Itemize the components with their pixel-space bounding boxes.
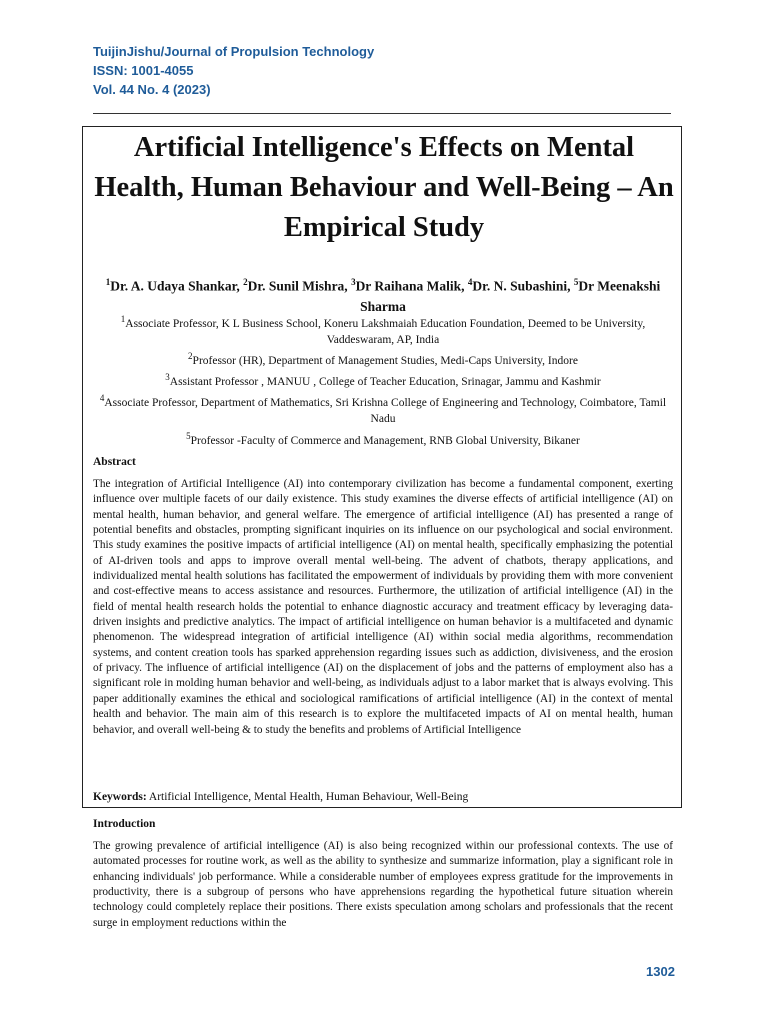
paper-title: Artificial Intelligence's Effects on Mental Health, Human Behaviour and Well-Being – An Empirical Study bbox=[94, 132, 674, 243]
journal-header bbox=[93, 42, 374, 99]
affiliation: $^4$Associate Professor, Department of Mathematics, Sri Krishna College of Engineering and Technology, Coimbatore, Tamil Nadu bbox=[99, 393, 667, 426]
keywords bbox=[93, 791, 468, 803]
journal-volume: Vol. 44 No. 4 (2023) bbox=[93, 82, 211, 97]
affiliation: $^1$Associate Professor, K L Business School, Koneru Lakshmaiah Education Foundation, Deemed to be University, Vaddeswaram, AP, India bbox=[120, 314, 646, 347]
journal-issn: ISSN: 1001-4055 bbox=[93, 63, 194, 78]
journal-name: TuijinJishu/Journal of Propulsion Technology bbox=[93, 44, 375, 59]
header-rule bbox=[93, 113, 671, 114]
keywords-text: Artificial Intelligence, Mental Health, Human Behaviour, Well-Being bbox=[146, 791, 469, 803]
author-name: Dr. Sunil Mishra, bbox=[247, 278, 352, 294]
author-name: Dr Raihana Malik, bbox=[355, 278, 468, 294]
introduction-heading: Introduction bbox=[93, 818, 156, 830]
affiliation: $^2$Professor (HR), Department of Management Studies, Medi-Caps University, Indore bbox=[188, 351, 578, 368]
author-list: $^1$Dr. A. Udaya Shankar, $^2$Dr. Sunil Mishra, $^3$Dr Raihana Malik, $^4$Dr. N. Subashini, $^5$Dr Meenakshi Sharma bbox=[105, 277, 661, 314]
keywords-label: Keywords: bbox=[93, 791, 147, 803]
abstract-text: The integration of Artificial Intelligence (AI) into contemporary civilization has become a fundamental component, exerting influence over multiple facets of our daily existence. This study examines the diverse effects of artificial intelligence (AI) on mental health, human behavior, and general welfare. The emergence of artificial intelligence (AI) has presented a range of potential benefits and obstacles, prompting significant inquiries on its influence on our psychological and social environment. This study examines the positive impacts of artificial intelligence (AI) on mental health, specifically emphasizing the potential of AI-driven tools and apps to improve overall mental well-being. The advent of chatbots, therapy applications, and individualized mental health solutions has facilitated the empowerment of individuals by providing them with more convenient and cost-effective means to access assistance and resources. Furthermore, the utilization of artificial intelligence (AI) in the field of mental health research holds the potential to enhance diagnostic accuracy and treatment efficacy by leveraging data-driven insights and predictive analytics. The impact of artificial intelligence on human behavior is a multifaceted and dynamic phenomenon. The widespread integration of artificial intelligence (AI) within social media algorithms, recommendation systems, and content creation tools has sparked apprehension regarding issues such as addiction, divisiveness, and the erosion of privacy. The influence of artificial intelligence (AI) on the displacement of jobs and the patterns of employment also has a significant role in molding human behavior and well-being, as individuals adjust to a labor market that is always evolving. This paper additionally examines the ethical and sociological ramifications of artificial intelligence (AI) in the context of mental health and behavior. The main aim of this research is to explore the multifaceted impacts of AI on mental health, human behavior, and overall well-being & to study the benefits and problems of Artificial Intelligence bbox=[93, 478, 673, 736]
affiliation: $^5$Professor -Faculty of Commerce and Management, RNB Global University, Bikaner bbox=[186, 430, 580, 447]
page-number: 1302 bbox=[646, 964, 675, 979]
affiliation-list bbox=[95, 311, 671, 449]
abstract-heading: Abstract bbox=[93, 456, 136, 468]
author-name: Dr. N. Subashini, bbox=[472, 278, 574, 294]
affiliation: $^3$Assistant Professor , MANUU , College of Teacher Education, Srinagar, Jammu and Kashmir bbox=[165, 372, 601, 389]
author-name: Dr Meenakshi Sharma bbox=[360, 278, 661, 314]
author-name: Dr. A. Udaya Shankar, bbox=[110, 278, 244, 294]
introduction-text: The growing prevalence of artificial intelligence (AI) is also being recognized within our professional contexts. The use of automated processes for routine work, as well as the ability to synthesize and summarize information, play a significant role in enhancing individuals' job performance. While a considerable number of employees express gratitude for the improvements in productivity, there is a subgroup of persons who have apprehensions regarding the hypothetical future situation wherein technology could completely replace their positions. There exists speculation among scholars and professionals that the recent surge in employment reductions within the bbox=[93, 840, 673, 929]
